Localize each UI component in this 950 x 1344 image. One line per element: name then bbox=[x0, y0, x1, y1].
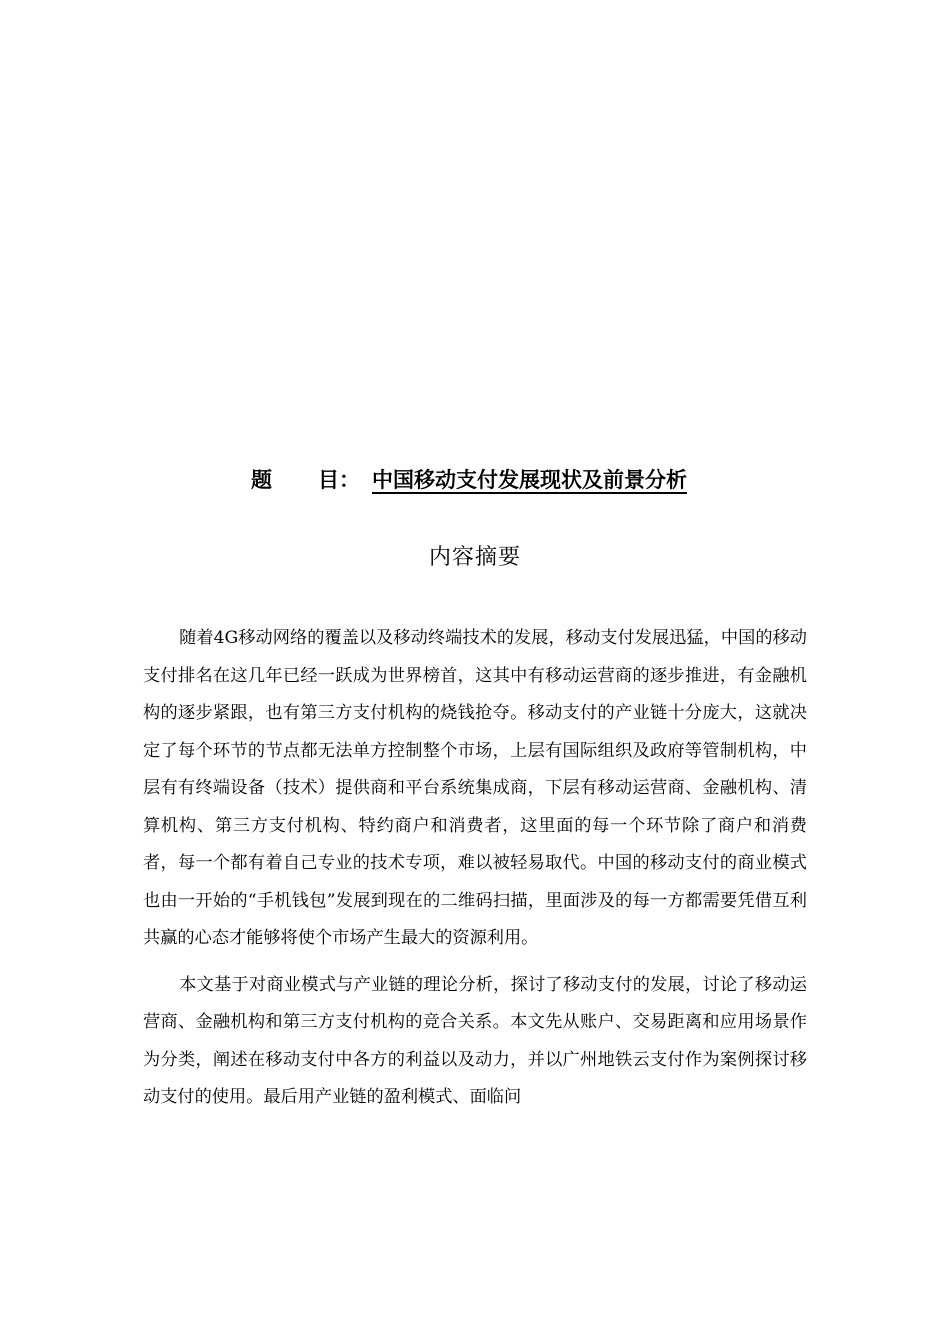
abstract-paragraph: 本文基于对商业模式与产业链的理论分析，探讨了移动支付的发展，讨论了移动运营商、金融机构和第三方支付机构的竞合关系。本文先从账户、交易距离和应用场景作为分类，阐述在移动支付中各方的利益以及动力，并以广州地铁云支付作为案例探讨移动支付的使用。最后用产业链的盈利模式、面临问 bbox=[143, 974, 807, 1107]
paper-title: 中国移动支付发展现状及前景分析 bbox=[372, 468, 687, 492]
abstract-paragraph: 随着4G移动网络的覆盖以及移动终端技术的发展，移动支付发展迅猛，中国的移动支付排名在这几年已经一跃成为世界榜首，这其中有移动运营商的逐步推进，有金融机构的逐步紧跟，也有第三方支付机构的烧钱抢夺。移动支付的产业链十分庞大，这就决定了每个环节的节点都无法单方控制整个市场，上层有国际组织及政府等管制机构，中层有有终端设备（技术）提供商和平台系统集成商，下层有移动运营商、金融机构、清算机构、第三方支付机构、特约商户和消费者，这里面的每一个环节除了商户和消费者，每一个都有着自己专业的技术专项，难以被轻易取代。中国的移动支付的商业模式也由一开始的“手机钱包”发展到现在的二维码扫描，里面涉及的每一方都需要凭借互利共赢的心态才能够将使个市场产生最大的资源利用。 bbox=[143, 628, 807, 948]
title-label-second: 目： bbox=[318, 468, 360, 492]
title-label-first: 题 bbox=[251, 468, 272, 492]
abstract-body bbox=[143, 620, 807, 1117]
title-line bbox=[0, 462, 950, 498]
abstract-heading: 内容摘要 bbox=[428, 545, 521, 570]
